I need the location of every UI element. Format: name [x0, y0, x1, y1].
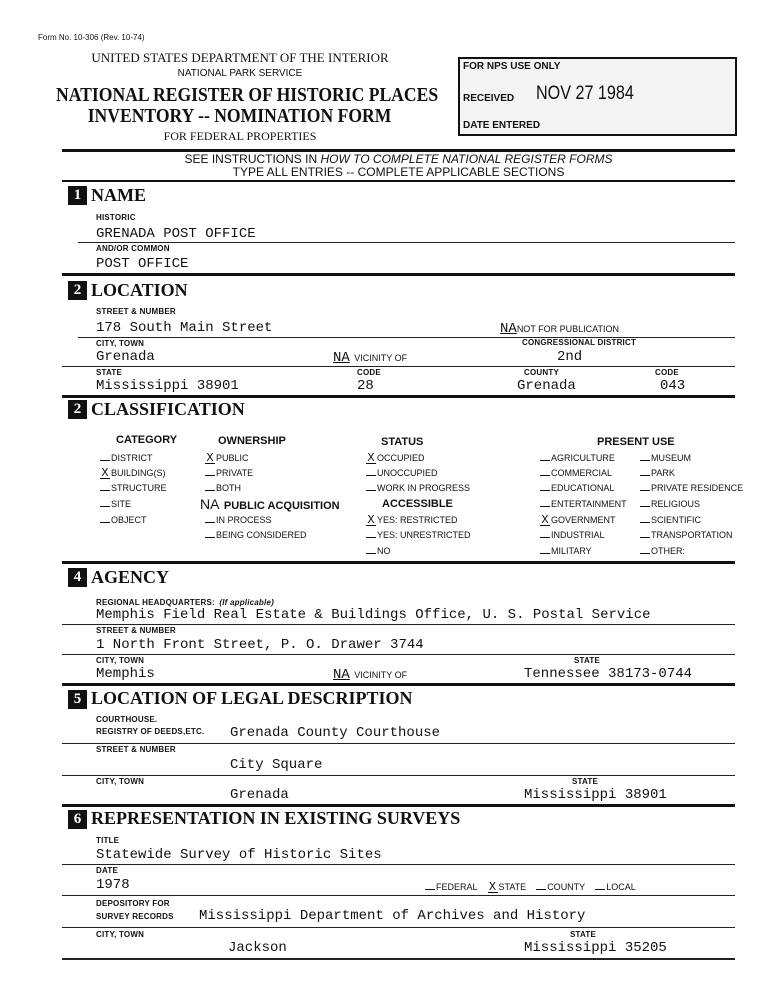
- checkbox-item-private-residence[interactable]: [640, 482, 743, 494]
- checkbox-label: STRUCTURE: [111, 483, 167, 493]
- checkbox-item-structure[interactable]: [100, 482, 167, 494]
- check-mark[interactable]: [540, 475, 550, 476]
- city-value: Grenada: [96, 349, 155, 365]
- vicinity-label: VICINITY OF: [354, 670, 408, 680]
- checkbox-item-agriculture[interactable]: [540, 452, 615, 464]
- city-value: Memphis: [96, 666, 155, 682]
- checkbox-item-unoccupied[interactable]: [366, 467, 438, 479]
- checkbox-label: DISTRICT: [111, 453, 153, 463]
- section-number: 6: [68, 810, 87, 829]
- received-stamp: NOV 27 1984: [536, 83, 634, 104]
- state-label: STATE: [570, 930, 597, 939]
- instructions-title: HOW TO COMPLETE NATIONAL REGISTER FORMS: [320, 152, 613, 166]
- checkbox-item-industrial[interactable]: [540, 529, 605, 541]
- checkbox-label: OBJECT: [111, 515, 147, 525]
- check-mark[interactable]: [540, 553, 550, 554]
- checkbox-item-object[interactable]: [100, 514, 147, 526]
- city-label: CITY, TOWN: [96, 339, 145, 348]
- check-mark[interactable]: [536, 889, 546, 890]
- check-mark[interactable]: X: [206, 451, 214, 465]
- check-mark[interactable]: [366, 490, 376, 491]
- check-mark[interactable]: [640, 460, 650, 461]
- check-mark[interactable]: [425, 889, 435, 890]
- checkbox-item-other[interactable]: [640, 545, 685, 557]
- date-value: 1978: [96, 877, 130, 893]
- section-number: 5: [68, 690, 87, 709]
- checkbox-item-county[interactable]: [536, 881, 585, 893]
- nfp-label: NOT FOR PUBLICATION: [516, 324, 619, 334]
- checkbox-label: INDUSTRIAL: [551, 530, 605, 540]
- common-name: POST OFFICE: [96, 256, 189, 272]
- checkbox-label: STATE: [498, 882, 527, 892]
- checkbox-label: MUSEUM: [651, 453, 691, 463]
- street-label: STREET & NUMBER: [96, 626, 176, 635]
- check-mark[interactable]: [100, 490, 110, 491]
- checkbox-item-public[interactable]: [205, 452, 249, 464]
- ownership-heading: OWNERSHIP: [218, 435, 286, 447]
- city-value: Jackson: [228, 940, 287, 956]
- nps-heading: FOR NPS USE ONLY: [463, 61, 561, 72]
- street-label: STREET & NUMBER: [96, 307, 176, 316]
- checkbox-item-yes-restricted[interactable]: [366, 514, 458, 526]
- checkbox-label: YES: RESTRICTED: [377, 515, 458, 525]
- checkbox-label: WORK IN PROGRESS: [377, 483, 471, 493]
- check-mark[interactable]: [640, 537, 650, 538]
- courthouse-label: COURTHOUSE.: [96, 715, 158, 724]
- checkbox-label: COMMERCIAL: [551, 468, 613, 478]
- checkbox-item-site[interactable]: [100, 498, 131, 510]
- street-value: 178 South Main Street: [96, 320, 273, 336]
- checkbox-item-occupied[interactable]: [366, 452, 425, 464]
- service: NATIONAL PARK SERVICE: [177, 68, 303, 79]
- check-mark[interactable]: [640, 506, 650, 507]
- divider: [62, 683, 735, 686]
- check-mark[interactable]: [366, 537, 376, 538]
- checkbox-label: EDUCATIONAL: [551, 483, 615, 493]
- checkbox-label: UNOCCUPIED: [377, 468, 438, 478]
- hq-label-text: REGIONAL HEADQUARTERS:: [96, 598, 215, 607]
- checkbox-item-religious[interactable]: [640, 498, 700, 510]
- section-number: 1: [68, 186, 87, 205]
- checkbox-label: LOCAL: [606, 882, 636, 892]
- divider: [62, 804, 735, 807]
- state-value: Tennessee 38173-0744: [524, 666, 693, 682]
- acq-heading: PUBLIC ACQUISITION: [223, 500, 340, 512]
- street-value: 1 North Front Street, P. O. Drawer 3744: [96, 637, 424, 653]
- county-value: Grenada: [517, 378, 576, 394]
- form-title-2: INVENTORY -- NOMINATION FORM: [88, 105, 392, 127]
- checkbox-item-commercial[interactable]: [540, 467, 612, 479]
- instructions-text: SEE INSTRUCTIONS IN: [184, 152, 321, 166]
- check-mark[interactable]: [100, 506, 110, 507]
- section-title: NAME: [91, 185, 146, 205]
- check-mark[interactable]: [540, 490, 550, 491]
- section-title: LOCATION OF LEGAL DESCRIPTION: [91, 688, 413, 708]
- checkbox-label: PUBLIC: [216, 453, 249, 463]
- not-for-publication: [500, 320, 619, 337]
- check-mark[interactable]: X: [101, 466, 109, 480]
- cd-label: CONGRESSIONAL DISTRICT: [522, 338, 637, 347]
- check-mark[interactable]: X: [367, 513, 375, 527]
- survey-level: [425, 880, 646, 893]
- check-mark[interactable]: [100, 460, 110, 461]
- public-acquisition: [200, 496, 340, 513]
- city-value: Grenada: [230, 787, 289, 803]
- checkbox-label: BEING CONSIDERED: [216, 530, 307, 540]
- checkbox-item-museum[interactable]: [640, 452, 691, 464]
- historic-name: GRENADA POST OFFICE: [96, 226, 256, 242]
- checkbox-label: BOTH: [216, 483, 242, 493]
- code-value: 28: [357, 378, 374, 394]
- checkbox-item-building-s[interactable]: [100, 467, 166, 479]
- checkbox-item-scientific[interactable]: [640, 514, 701, 526]
- check-mark[interactable]: [366, 553, 376, 554]
- checkbox-item-being-considered[interactable]: [205, 529, 307, 541]
- checkbox-item-district[interactable]: [100, 452, 153, 464]
- county-label: COUNTY: [524, 368, 559, 377]
- form-title: NATIONAL REGISTER OF HISTORIC PLACES: [56, 84, 439, 106]
- state-value: Mississippi 35205: [524, 940, 667, 956]
- checkbox-item-no[interactable]: [366, 545, 391, 557]
- section-title: AGENCY: [91, 567, 170, 587]
- date-label: DATE: [96, 866, 118, 875]
- check-mark[interactable]: [205, 537, 215, 538]
- checkbox-label: ENTERTAINMENT: [551, 499, 627, 509]
- checkbox-item-transportation[interactable]: [640, 529, 733, 541]
- divider: [62, 395, 735, 398]
- form-number: Form No. 10-306 (Rev. 10-74): [38, 33, 145, 42]
- checkbox-item-educational[interactable]: [540, 482, 614, 494]
- county-code-label: CODE: [655, 368, 679, 377]
- hq-note: (If applicable): [219, 598, 274, 607]
- check-mark[interactable]: [595, 889, 605, 890]
- checkbox-label: SITE: [111, 499, 132, 509]
- courthouse-value: Grenada County Courthouse: [230, 725, 441, 741]
- vicinity-mark: NA: [333, 350, 350, 366]
- check-mark[interactable]: [640, 522, 650, 523]
- checkbox-item-military[interactable]: [540, 545, 592, 557]
- section-number: 2: [68, 400, 87, 419]
- checkbox-label: FEDERAL: [436, 882, 478, 892]
- nfp-mark: NA: [500, 321, 517, 337]
- checkbox-label: TRANSPORTATION: [651, 530, 733, 540]
- city-label: CITY, TOWN: [96, 930, 145, 939]
- checkbox-label: OCCUPIED: [377, 453, 425, 463]
- accessible-heading: ACCESSIBLE: [382, 498, 453, 510]
- section-number: 4: [68, 568, 87, 587]
- checkbox-item-private[interactable]: [205, 467, 253, 479]
- vicinity: [333, 349, 407, 366]
- section-title: REPRESENTATION IN EXISTING SURVEYS: [91, 808, 461, 828]
- title-label: TITLE: [96, 836, 120, 845]
- check-mark[interactable]: X: [541, 513, 549, 527]
- state-value: Mississippi 38901: [524, 787, 667, 803]
- code-label: CODE: [357, 368, 381, 377]
- check-mark[interactable]: [640, 553, 650, 554]
- section-title: CLASSIFICATION: [91, 399, 245, 419]
- checkbox-item-government[interactable]: [540, 514, 616, 526]
- state-label: STATE: [574, 656, 601, 665]
- checkbox-label: OTHER:: [651, 546, 686, 556]
- checkbox-item-both[interactable]: [205, 482, 241, 494]
- state-label: STATE: [96, 368, 123, 377]
- received-label: RECEIVED: [463, 93, 515, 104]
- check-mark[interactable]: [640, 475, 650, 476]
- form-title-line-2: [30, 106, 450, 126]
- section-number: 2: [68, 281, 87, 300]
- hq-value: Memphis Field Real Estate & Buildings Office, U. S. Postal Service: [96, 607, 651, 623]
- checkbox-item-in-process[interactable]: [205, 514, 272, 526]
- checkbox-label: NO: [377, 546, 391, 556]
- survey-records-label: SURVEY RECORDS: [96, 912, 174, 921]
- present-use-heading: PRESENT USE: [597, 436, 675, 448]
- depository-value: Mississippi Department of Archives and History: [199, 908, 586, 924]
- acq-mark: NA: [200, 496, 220, 512]
- checkbox-label: PRIVATE: [216, 468, 254, 478]
- date-entered-label: DATE ENTERED: [463, 120, 541, 131]
- cd-value: 2nd: [557, 349, 583, 365]
- checkbox-label: AGRICULTURE: [551, 453, 615, 463]
- vicinity-label: VICINITY OF: [354, 353, 408, 363]
- street-value: City Square: [230, 757, 323, 773]
- check-mark[interactable]: [366, 475, 376, 476]
- checkbox-item-local[interactable]: [595, 881, 636, 893]
- check-mark[interactable]: X: [488, 880, 497, 894]
- checkbox-label: RELIGIOUS: [651, 499, 701, 509]
- city-label: CITY, TOWN: [96, 777, 145, 786]
- county-code-value: 043: [660, 378, 686, 394]
- city-label: CITY, TOWN: [96, 656, 145, 665]
- historic-label: HISTORIC: [96, 213, 136, 222]
- registry-label: REGISTRY OF DEEDS,ETC.: [96, 727, 205, 736]
- divider: [62, 180, 735, 182]
- check-mark[interactable]: X: [367, 451, 375, 465]
- check-mark[interactable]: [205, 490, 215, 491]
- divider: [62, 561, 735, 564]
- check-mark[interactable]: [205, 475, 215, 476]
- divider: [62, 273, 735, 276]
- state-label: STATE: [572, 777, 599, 786]
- department: UNITED STATES DEPARTMENT OF THE INTERIOR: [91, 50, 389, 65]
- section-title: LOCATION: [91, 280, 188, 300]
- checkbox-item-park[interactable]: [640, 467, 675, 479]
- vicinity-mark: NA: [333, 667, 350, 683]
- vicinity: [333, 666, 407, 683]
- common-label: AND/OR COMMON: [96, 244, 170, 253]
- form-title-line: [30, 85, 450, 105]
- checkbox-item-entertainment[interactable]: [540, 498, 627, 510]
- status-heading: STATUS: [381, 436, 424, 448]
- checkbox-item-yes-unrestricted[interactable]: [366, 529, 471, 541]
- check-mark[interactable]: [540, 506, 550, 507]
- check-mark[interactable]: [100, 522, 110, 523]
- checkbox-label: BUILDING(S): [111, 468, 166, 478]
- checkbox-label: PARK: [651, 468, 675, 478]
- instructions-line2: TYPE ALL ENTRIES -- COMPLETE APPLICABLE SECTIONS: [232, 165, 565, 179]
- checkbox-label: YES: UNRESTRICTED: [377, 530, 471, 540]
- checkbox-item-state[interactable]: [488, 881, 527, 893]
- check-mark[interactable]: [540, 460, 550, 461]
- checkbox-label: IN PROCESS: [216, 515, 272, 525]
- checkbox-label: MILITARY: [551, 546, 592, 556]
- category-heading: CATEGORY: [116, 434, 178, 446]
- checkbox-label: SCIENTIFIC: [651, 515, 702, 525]
- depository-label: DEPOSITORY FOR: [96, 899, 170, 908]
- check-mark[interactable]: [640, 490, 650, 491]
- survey-title-value: Statewide Survey of Historic Sites: [96, 847, 382, 863]
- check-mark[interactable]: [540, 537, 550, 538]
- checkbox-item-federal[interactable]: [425, 881, 478, 893]
- form-subtitle: FOR FEDERAL PROPERTIES: [163, 129, 317, 143]
- state-value: Mississippi 38901: [96, 378, 239, 394]
- checkbox-label: COUNTY: [547, 882, 586, 892]
- street-label: STREET & NUMBER: [96, 745, 176, 754]
- checkbox-label: GOVERNMENT: [551, 515, 616, 525]
- check-mark[interactable]: [205, 522, 215, 523]
- checkbox-label: PRIVATE RESIDENCE: [651, 483, 744, 493]
- checkbox-item-work-in-progress[interactable]: [366, 482, 470, 494]
- nps-use-box: [458, 57, 737, 136]
